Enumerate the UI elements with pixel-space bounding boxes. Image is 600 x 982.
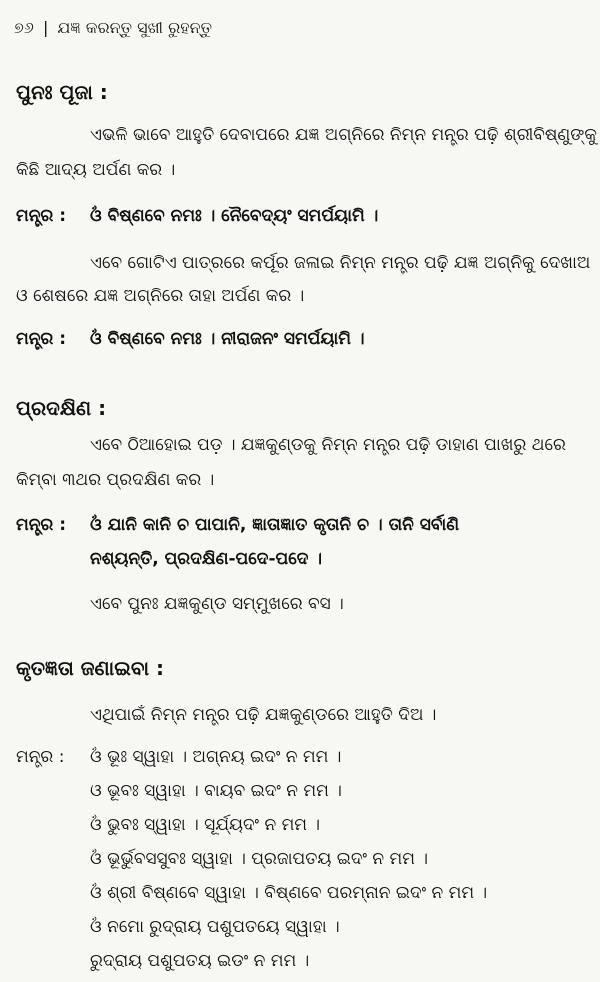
puja-mantra2-label: ମନ୍ତ୍ର : (16, 329, 67, 349)
pradakshina-mantra-line2: ନଶ୍ୟନ୍ତି, ପ୍ରଦକ୍ଷିଣ-ପଦେ-ପଦେ । (90, 549, 323, 569)
gratitude-mantra-line: ଓଁ ଭୂର୍ଭୁବସସୁବଃ ସ୍ୱାହା । ପ୍ରଜାପତୟ ଇଦଂ ନ ମମ । (90, 849, 428, 869)
pradakshina-para-line2: କିମ୍ବା ୩ଥର ପ୍ରଦକ୍ଷିଣ କର । (16, 470, 215, 490)
pradakshina-mantra-line1: ଓଁ ଯାନି କାନି ଚ ପାପାନି, ଜ୍ଞାତାଜ୍ଞାତ କୃତାନି ଚ । ତାନି ସର୍ବାଣି (90, 515, 460, 535)
gratitude-para: ଏଥିପାଇଁ ନିମ୍ନ ମନ୍ତ୍ର ପଢ଼ି ଯଜ୍ଞକୁଣ୍ଡରେ ଆହୁତି ଦିଅ । (90, 705, 437, 725)
gratitude-mantra-line: ଓଁ ଶ୍ରୀ ବିଷ୍ଣବେ ସ୍ୱାହା । ବିଷ୍ଣବେ ପରମ୍ନାନ ଇଦଂ ନ ମମ । (90, 883, 488, 903)
gratitude-mantra-line: ଓ ଭୂବଃ ସ୍ୱାହା । ବାୟବ ଇଦଂ ନ ମମ । (90, 781, 342, 801)
gratitude-mantra-line: ଓଁ ଭୂଃ ସ୍ୱାହା । ଅଗ୍ନୟ ଇଦଂ ନ ମମ । (90, 747, 342, 767)
pradakshina-mantra-label: ମନ୍ତ୍ର : (16, 515, 67, 535)
page-header (14, 20, 212, 36)
header-separator: | (42, 18, 49, 37)
running-title: ଯଜ୍ଞ କରନ୍ତୁ ସୁଖୀ ରୁହନ୍ତୁ (57, 18, 213, 37)
gratitude-mantra-label: ମନ୍ତ୍ର : (16, 747, 65, 767)
gratitude-mantra-line: ଓଁ ନମୋ ରୁଦ୍ରାୟ ପଶୁପତୟେ ସ୍ୱାହା । (90, 917, 340, 937)
pradakshina-after: ଏବେ ପୁନଃ ଯଜ୍ଞକୁଣ୍ଡ ସମ୍ମୁଖରେ ବସ । (90, 594, 344, 614)
page-number: ୭୬ (14, 18, 34, 37)
section-heading-puja: ପୁନଃ ପୂଜା : (16, 80, 108, 104)
puja-para2-line2: ଓ ଶେଷରେ ଯଜ୍ଞ ଅଗ୍ନିରେ ତାହା ଅର୍ପଣ କର । (16, 286, 305, 306)
pradakshina-para-line1: ଏବେ ଠିଆହୋଇ ପଡ଼ । ଯଜ୍ଞକୁଣ୍ଡକୁ ନିମ୍ନ ମନ୍ତ୍ର ପଢ଼ି ଡାହାଣ ପାଖରୁ ଥରେ (90, 435, 566, 455)
puja-para1-line1: ଏଭଳି ଭାବେ ଆହୁତି ଦେବାପରେ ଯଜ୍ଞ ଅଗ୍ନିରେ ନିମ୍ନ ମନ୍ତ୍ର ପଢ଼ି ଶ୍ରୀବିଷ୍ଣୁଙ୍କୁ (90, 125, 597, 145)
section-heading-pradakshina: ପ୍ରଦକ୍ଷିଣ : (16, 396, 107, 420)
puja-para2-line1: ଏବେ ଗୋଟିଏ ପାତ୍ରରେ କର୍ପୂର ଜଳାଇ ନିମ୍ନ ମନ୍ତ୍ର ପଢ଼ି ଯଜ୍ଞ ଅଗ୍ନିକୁ ଦେଖାଅ (90, 253, 591, 273)
puja-mantra1-label: ମନ୍ତ୍ର : (16, 206, 67, 226)
puja-mantra2-text: ଓଁ ବିଷ୍ଣବେ ନମଃ । ନୀରାଜନଂ ସମର୍ପୟାମି । (90, 329, 365, 349)
gratitude-mantra-line: ରୁଦ୍ରାୟ ପଶୁପତୟ ଇଡଂ ନ ମମ । (90, 951, 310, 971)
gratitude-mantra-line: ଓଁ ଭୁବଃ ସ୍ୱାହା । ସୂର୍ଯ୍ୟଦଂ ନ ମମ । (90, 815, 321, 835)
section-heading-gratitude: କୃତଜ୍ଞତା ଜଣାଇବା : (16, 656, 165, 680)
puja-para1-line2: କିଛି ଆଦ୍ୟ ଅର୍ପଣ କର । (16, 160, 176, 180)
puja-mantra1-text: ଓଁ ବିଷ୍ଣବେ ନମଃ । ନୈବେଦ୍ୟଂ ସମର୍ପୟାମି । (90, 206, 379, 226)
